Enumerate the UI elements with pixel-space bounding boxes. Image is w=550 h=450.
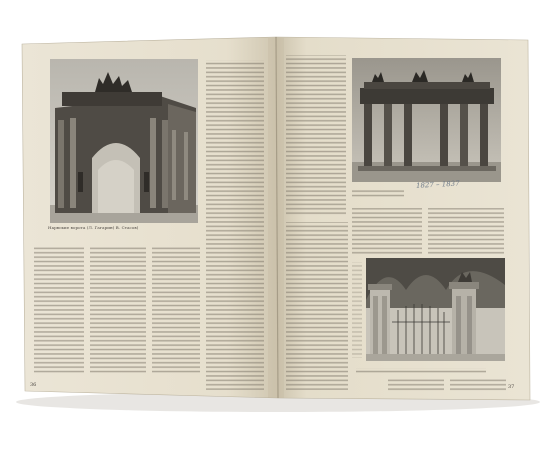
right-page-text-column-middle-2 [352,208,422,254]
right-page-text-column-middle-3 [428,208,504,254]
handwritten-pencil-note: 1827 – 1837 [416,180,460,190]
left-page-text-column-right [206,60,264,390]
narva-gate-photo [50,59,198,223]
right-page-text-column-middle-1 [286,222,348,390]
park-gate-photo-caption [356,368,486,374]
moscow-gate-photo [352,58,501,182]
left-page-text-column-2 [90,247,146,373]
left-page-text-column-3 [152,247,200,373]
left-page-number: 36 [30,382,37,388]
park-gate-photo [366,258,505,361]
right-page-text-column-lower-left [352,262,362,358]
narva-gate-photo-caption: Нарвские ворота (Л. Гагарин) В. Стасов) [48,225,139,230]
right-page-text-column-top [286,55,346,215]
right-page-text-column-bottom-1 [388,378,444,392]
left-page-text-column-1 [34,247,84,373]
moscow-gate-photo-caption [352,190,404,198]
right-page-number: 37 [508,384,515,390]
right-page-text-column-bottom-2 [450,378,506,392]
